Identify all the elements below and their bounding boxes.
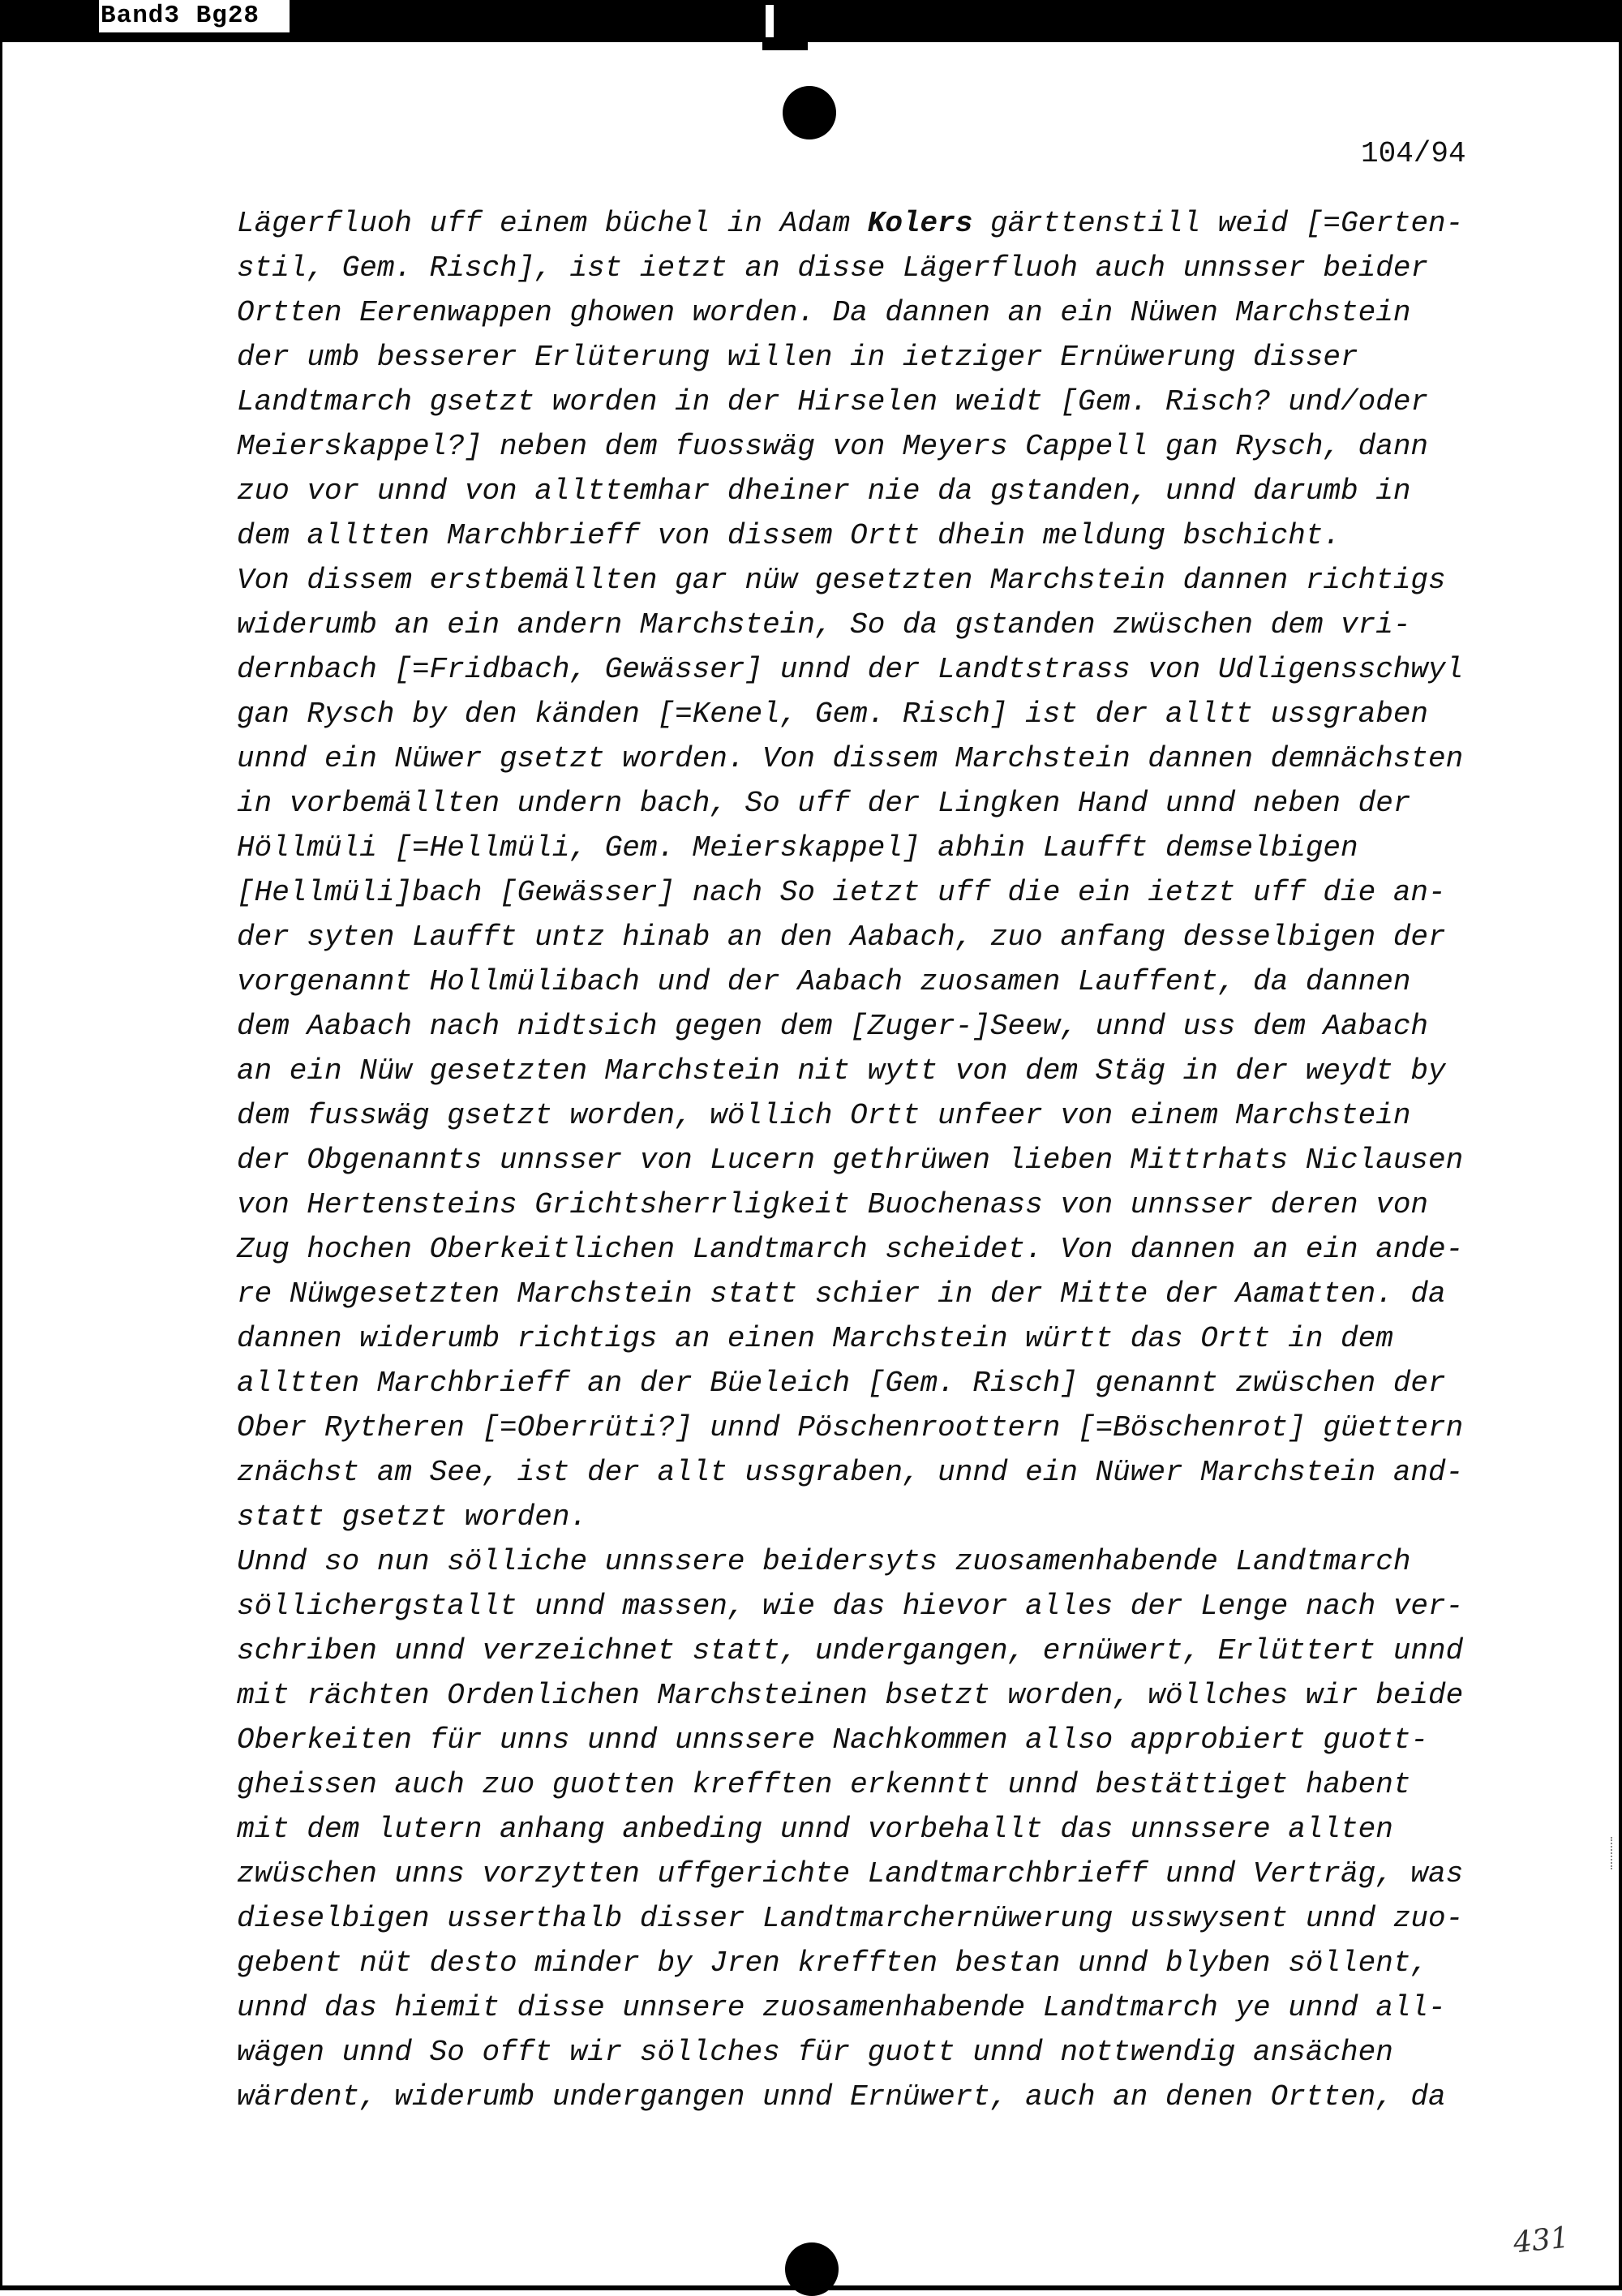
- text-line: [237, 469, 1502, 513]
- document-body: [237, 201, 1502, 2119]
- text-line: [237, 603, 1502, 647]
- text-line: [237, 558, 1502, 603]
- text-segment: wägen unnd So offt wir söllches für guott unnd nottwendig ansächen: [237, 2036, 1393, 2069]
- text-line: [237, 2030, 1502, 2075]
- text-line: [237, 1807, 1502, 1852]
- text-line: [237, 1896, 1502, 1941]
- text-segment: widerumb an ein andern Marchstein, So da gstanden zwüschen dem vri-: [237, 608, 1411, 642]
- text-line: [237, 380, 1502, 424]
- scan-frame-left: [0, 42, 2, 2290]
- text-line: [237, 1539, 1502, 1584]
- text-line: [237, 781, 1502, 826]
- text-segment: dem fusswäg gsetzt worden, wöllich Ortt unfeer von einem Marchstein: [237, 1099, 1411, 1132]
- text-line: [237, 424, 1502, 469]
- text-segment: von Hertensteins Grichtsherrligkeit Buochenass von unnsser deren von: [237, 1188, 1429, 1221]
- text-segment: Unnd so nun sölliche unnssere beidersyts zuosamenhabende Landtmarch: [237, 1545, 1411, 1578]
- text-segment: Lägerfluoh uff einem büchel in Adam: [237, 207, 868, 240]
- text-line: [237, 1361, 1502, 1405]
- punch-hole-top: [783, 86, 836, 139]
- text-segment: Meierskappel?] neben dem fuosswäg von Meyers Cappell gan Rysch, dann: [237, 430, 1429, 463]
- text-segment: zwüschen unns vorzytten uffgerichte Landtmarchbrieff unnd Verträg, was: [237, 1857, 1464, 1890]
- text-line: [237, 1495, 1502, 1539]
- text-line: [237, 1450, 1502, 1495]
- text-line: [237, 1093, 1502, 1138]
- text-line: [237, 1673, 1502, 1718]
- text-segment: schriben unnd verzeichnet statt, undergangen, ernüwert, Erlüttert unnd: [237, 1634, 1464, 1667]
- text-segment: mit rächten Ordenlichen Marchsteinen bsetzt worden, wöllches wir beide: [237, 1679, 1464, 1712]
- handwritten-folio-number: 431: [1512, 2221, 1571, 2260]
- text-line: [237, 1718, 1502, 1762]
- text-segment: in vorbemällten undern bach, So uff der Lingken Hand unnd neben der: [237, 787, 1411, 820]
- punch-hole-bottom: [785, 2242, 839, 2296]
- text-line: [237, 1138, 1502, 1182]
- text-segment: znächst am See, ist der allt ussgraben, unnd ein Nüwer Marchstein and-: [237, 1456, 1464, 1489]
- text-segment: gheissen auch zuo guotten krefften erkenntt unnd bestättiget habent: [237, 1768, 1411, 1801]
- text-line: [237, 915, 1502, 959]
- text-segment: dem alltten Marchbrieff von dissem Ortt dhein meldung bschicht.: [237, 519, 1341, 552]
- text-segment: gebent nüt desto minder by Jren krefften bestan unnd blyben söllent,: [237, 1946, 1429, 1980]
- text-segment: Oberkeiten für unns unnd unnssere Nachkommen allso approbiert guott-: [237, 1723, 1429, 1757]
- text-segment: re Nüwgesetzten Marchstein statt schier in der Mitte der Aamatten. da: [237, 1277, 1446, 1311]
- text-line: [237, 2075, 1502, 2119]
- text-segment: vorgenannt Hollmülibach und der Aabach zuosamen Lauffent, da dannen: [237, 965, 1411, 998]
- text-line: [237, 692, 1502, 736]
- text-line: [237, 736, 1502, 781]
- text-segment: gärttenstill weid [=Gerten-: [972, 207, 1464, 240]
- text-segment: mit dem lutern anhang anbeding unnd vorbehallt das unnssere allten: [237, 1813, 1393, 1846]
- edge-mark: [1611, 1837, 1614, 1869]
- text-line: [237, 246, 1502, 290]
- text-segment: der syten Laufft untz hinab an den Aabach, zuo anfang desselbigen der: [237, 921, 1446, 954]
- text-segment: Ortten Eerenwappen ghowen worden. Da dannen an ein Nüwen Marchstein: [237, 296, 1411, 329]
- text-line: [237, 201, 1502, 246]
- text-segment: stil, Gem. Risch], ist ietzt an disse Lägerfluoh auch unnsser beider: [237, 251, 1429, 285]
- text-line: [237, 959, 1502, 1004]
- text-segment: der Obgenannts unnsser von Lucern gethrüwen lieben Mittrhats Niclausen: [237, 1144, 1464, 1177]
- text-line: [237, 1941, 1502, 1985]
- text-line: [237, 1004, 1502, 1049]
- text-segment: alltten Marchbrieff an der Büeleich [Gem. Risch] genannt zwüschen der: [237, 1367, 1446, 1400]
- text-segment: unnd das hiemit disse unnsere zuosamenhabende Landtmarch ye unnd all-: [237, 1991, 1446, 2024]
- text-segment: gan Rysch by den känden [=Kenel, Gem. Risch] ist der alltt ussgraben: [237, 697, 1429, 731]
- text-line: [237, 1182, 1502, 1227]
- text-line: [237, 826, 1502, 870]
- text-segment: [Hellmüli]bach [Gewässer] nach So ietzt uff die ein ietzt uff die an-: [237, 876, 1446, 909]
- scan-frame-right: [1619, 42, 1622, 2290]
- text-line: [237, 513, 1502, 558]
- text-line: [237, 1629, 1502, 1673]
- text-line: [237, 1584, 1502, 1629]
- text-line: [237, 1985, 1502, 2030]
- text-segment: dem Aabach nach nidtsich gegen dem [Zuger-]Seew, unnd uss dem Aabach: [237, 1010, 1429, 1043]
- text-segment: wärdent, widerumb undergangen unnd Ernüwert, auch an denen Ortten, da: [237, 2080, 1446, 2114]
- text-segment: an ein Nüw gesetzten Marchstein nit wytt von dem Stäg in der weydt by: [237, 1054, 1446, 1088]
- text-segment: dannen widerumb richtigs an einen Marchstein württ das Ortt in dem: [237, 1322, 1393, 1355]
- text-line: [237, 1762, 1502, 1807]
- text-line: [237, 1049, 1502, 1093]
- text-line: [237, 290, 1502, 335]
- text-segment: Höllmüli [=Hellmüli, Gem. Meierskappel] abhin Laufft demselbigen: [237, 831, 1358, 865]
- band-label: Band3 Bg28: [99, 0, 292, 32]
- text-segment: unnd ein Nüwer gsetzt worden. Von dissem Marchstein dannen demnächsten: [237, 742, 1464, 775]
- text-line: [237, 1227, 1502, 1272]
- text-segment: Zug hochen Oberkeitlichen Landtmarch scheidet. Von dannen an ein ande-: [237, 1233, 1464, 1266]
- text-segment: statt gsetzt worden.: [237, 1500, 588, 1534]
- text-segment: dieselbigen usserthalb disser Landtmarchernüwerung usswysent unnd zuo-: [237, 1902, 1464, 1935]
- text-segment: dernbach [=Fridbach, Gewässer] unnd der Landtstrass von Udligensschwyl: [237, 653, 1464, 686]
- text-segment: Von dissem erstbemällten gar nüw gesetzten Marchstein dannen richtigs: [237, 564, 1446, 597]
- text-line: [237, 1316, 1502, 1361]
- text-line: [237, 870, 1502, 915]
- page-number: 104/94: [1361, 137, 1466, 170]
- text-segment: der umb besserer Erlüterung willen in ietziger Ernüwerung disser: [237, 341, 1358, 374]
- text-line: [237, 647, 1502, 692]
- scan-registration-mark-inner: [766, 5, 774, 37]
- text-line: [237, 1272, 1502, 1316]
- text-line: [237, 1852, 1502, 1896]
- text-segment: zuo vor unnd von allttemhar dheiner nie da gstanden, unnd darumb in: [237, 474, 1411, 508]
- text-segment: Ober Rytheren [=Oberrüti?] unnd Pöschenroottern [=Böschenrot] güettern: [237, 1411, 1464, 1444]
- text-line: [237, 335, 1502, 380]
- bold-name: Kolers: [867, 207, 973, 240]
- text-line: [237, 1405, 1502, 1450]
- text-segment: Landtmarch gsetzt worden in der Hirselen weidt [Gem. Risch? und/oder: [237, 385, 1429, 418]
- text-segment: söllichergstallt unnd massen, wie das hievor alles der Lenge nach ver-: [237, 1590, 1464, 1623]
